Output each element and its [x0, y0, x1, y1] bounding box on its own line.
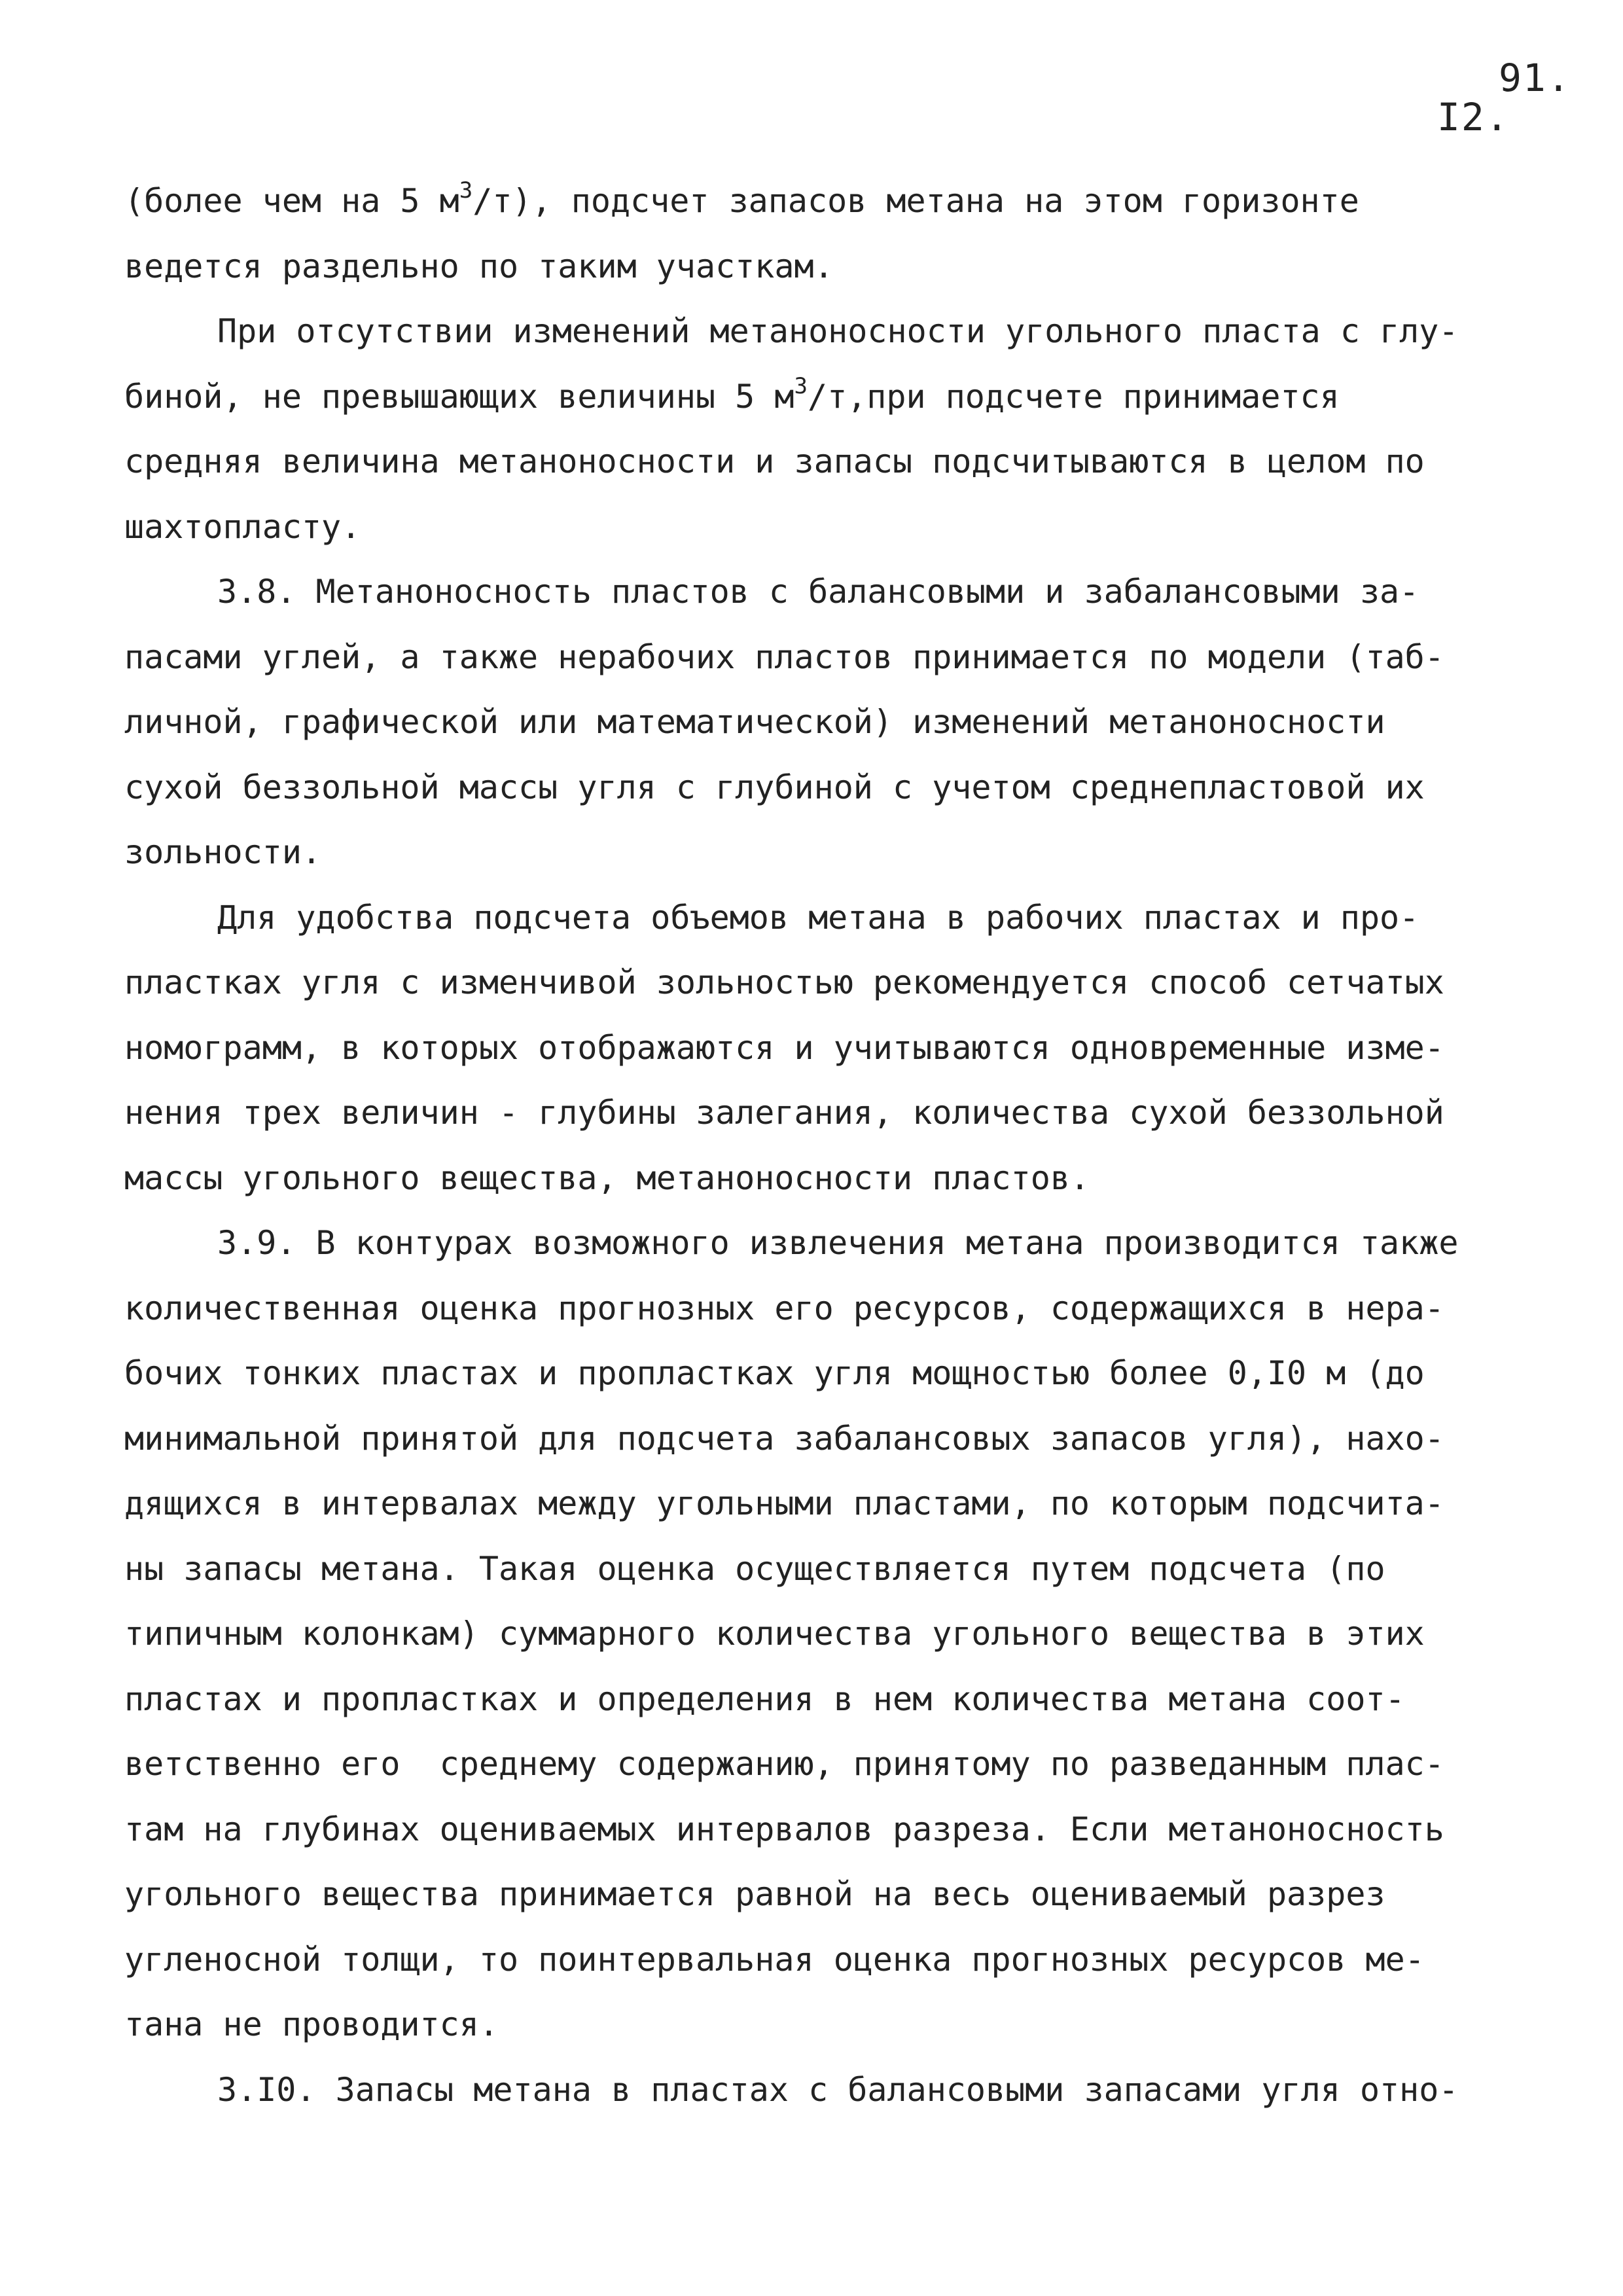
text-segment: /т,при подсчете принимается: [807, 377, 1340, 416]
text-line: [124, 365, 1551, 430]
text-line: шахтопласту.: [124, 507, 361, 546]
text-line: нения трех величин - глубины залегания, количества сухой беззольной: [124, 1094, 1444, 1132]
text-line: минимальной принятой для подсчета забалансовых запасов угля), нахо-: [124, 1419, 1444, 1458]
superscript: 3: [459, 177, 473, 204]
text-line: личной, графической или математической) изменений метаноносности: [124, 703, 1385, 741]
text-segment: /т), подсчет запасов метана на этом горизонте: [473, 182, 1359, 220]
text-line: угольного вещества принимается равной на весь оцениваемый разрез: [124, 1875, 1385, 1913]
text-line: пластах и пропластках и определения в нем количества метана соот-: [124, 1679, 1405, 1718]
text-line: 3.9. В контурах возможного извлечения метана производится также: [217, 1224, 1459, 1262]
page-number: I2.: [1437, 95, 1510, 139]
text-line: средняя величина метаноносности и запасы подсчитываются в целом по: [124, 442, 1425, 480]
text-line: там на глубинах оцениваемых интервалов разреза. Если метаноносность: [124, 1810, 1444, 1848]
text-line: 3.I0. Запасы метана в пластах с балансовыми запасами угля отно-: [217, 2070, 1459, 2109]
text-line: сухой беззольной массы угля с глубиной с учетом среднепластовой их: [124, 768, 1425, 806]
text-line: ны запасы метана. Такая оценка осуществляется путем подсчета (по: [124, 1549, 1385, 1588]
text-line: пластках угля с изменчивой зольностью рекомендуется способ сетчатых: [124, 963, 1444, 1001]
text-line: пасами углей, а также нерабочих пластов принимается по модели (таб-: [124, 637, 1444, 676]
body-text: [124, 169, 1551, 2123]
text-line: зольности.: [124, 833, 322, 871]
text-line: номограмм, в которых отображаются и учитываются одновременные изме-: [124, 1028, 1444, 1067]
text-line: 3.8. Метаноносность пластов с балансовыми и забалансовыми за-: [217, 573, 1419, 611]
text-line: Для удобства подсчета объемов метана в рабочих пластах и про-: [217, 898, 1419, 937]
text-segment: (более чем на 5 м: [124, 182, 459, 220]
text-line: ведется раздельно по таким участкам.: [124, 247, 834, 285]
superscript: 3: [794, 372, 808, 399]
text-line: тана не проводится.: [124, 2005, 499, 2043]
text-line: количественная оценка прогнозных его ресурсов, содержащихся в нера-: [124, 1289, 1444, 1327]
text-line: дящихся в интервалах между угольными пластами, по которым подсчита-: [124, 1484, 1444, 1522]
sheet-number: 91.: [1499, 56, 1571, 100]
text-line: ветственно его среднему содержанию, принятому по разведанным плас-: [124, 1745, 1444, 1783]
text-line: массы угольного вещества, метаноносности пластов.: [124, 1158, 1090, 1197]
text-line: типичным колонкам) суммарного количества угольного вещества в этих: [124, 1615, 1425, 1653]
text-segment: биной, не превышающих величины 5 м: [124, 377, 794, 416]
text-line: бочих тонких пластах и пропластках угля мощностью более 0,I0 м (до: [124, 1354, 1425, 1392]
text-line: угленосной толщи, то поинтервальная оценка прогнозных ресурсов ме-: [124, 1940, 1425, 1979]
text-line: При отсутствии изменений метаноносности угольного пласта с глу-: [217, 312, 1459, 350]
text-line: [124, 169, 1551, 234]
